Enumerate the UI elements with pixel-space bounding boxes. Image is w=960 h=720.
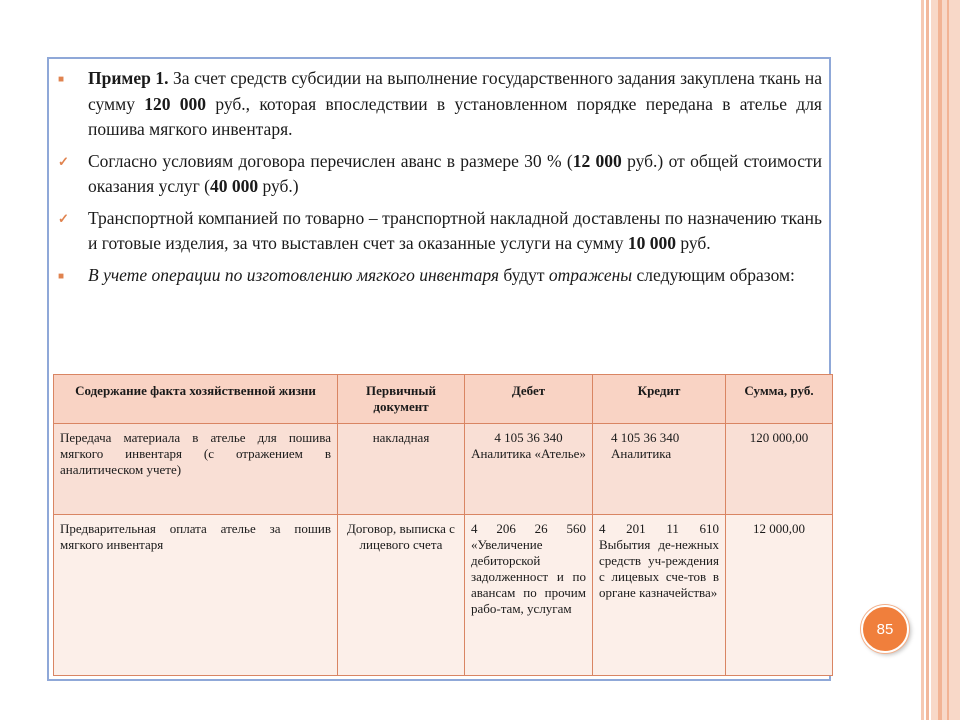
- amount-bold: 12 000: [572, 150, 622, 171]
- bullet-advance-text: Согласно условиям договора перечислен аванс в размере 30 % (: [88, 150, 573, 171]
- cell-credit: 4 201 11 610 Выбытия де-нежных средств уч-реждения с лицевых сче-тов в органе казначейства»: [593, 515, 726, 676]
- amount-bold: 40 000: [209, 176, 259, 196]
- checkmark-bullet-icon: ✓: [58, 153, 69, 169]
- bullet-transport-text: Транспортной компанией по товарно – транспортной накладной доставлены по назначению ткань и готовые изделия, за что выставлен счет за оказанные услуги на сумму: [88, 207, 822, 253]
- cell-document: Договор, выписка с лицевого счета: [338, 515, 465, 676]
- cell-amount: 12 000,00: [726, 515, 833, 676]
- page-number-badge: 85: [861, 605, 909, 653]
- decor-stripe: [947, 0, 949, 720]
- cell-fact: Предварительная оплата ателье за пошив мягкого инвентаря: [54, 515, 338, 676]
- checkmark-bullet-icon: ✓: [58, 210, 69, 226]
- table-row: [54, 424, 833, 515]
- bullet-advance: [58, 149, 822, 200]
- table-row: [54, 515, 833, 676]
- decor-stripe: [926, 0, 929, 720]
- amount-bold: 120 000: [144, 93, 207, 114]
- bullet-transport-text: руб.: [675, 233, 711, 253]
- decor-stripe: [938, 0, 942, 720]
- table-header-row: [54, 375, 833, 424]
- bullet-example-title: Пример 1.: [88, 68, 169, 88]
- bullet-accounting-italic: отражены: [548, 264, 633, 285]
- header-document: Первичный документ: [338, 375, 465, 424]
- header-credit: Кредит: [593, 375, 726, 424]
- bullet-example: [58, 66, 822, 143]
- bullet-accounting-text: следующим образом:: [632, 264, 795, 285]
- bullet-accounting-text: будут: [498, 264, 549, 285]
- header-fact: Содержание факта хозяйственной жизни: [54, 375, 338, 424]
- bullet-accounting: [58, 263, 822, 289]
- cell-credit: 4 105 36 340 Аналитика: [593, 424, 726, 515]
- cell-document: накладная: [338, 424, 465, 515]
- cell-fact: Передача материала в ателье для пошива мягкого инвентаря (с отражением в аналитическом учете): [54, 424, 338, 515]
- bullet-advance-text: руб.) от общей стоимости оказания услуг (: [88, 150, 822, 196]
- accounting-table: [53, 374, 833, 676]
- cell-debit: 4 105 36 340 Аналитика «Ателье»: [465, 424, 593, 515]
- header-debit: Дебет: [465, 375, 593, 424]
- header-amount: Сумма, руб.: [726, 375, 833, 424]
- bullet-transport: [58, 206, 822, 257]
- amount-bold: 10 000: [627, 233, 676, 253]
- bullet-advance-text: руб.): [258, 176, 299, 196]
- text-area: [58, 66, 822, 294]
- bullet-accounting-italic: В учете операции по изготовлению мягкого инвентаря: [88, 264, 499, 285]
- square-bullet-icon: ■: [58, 74, 65, 85]
- decor-stripe: [931, 0, 960, 720]
- cell-debit: 4 206 26 560 «Увеличение дебиторской задолженност и по авансам по прочим рабо-там, услугам: [465, 515, 593, 676]
- decor-stripe: [921, 0, 924, 720]
- bullet-example-text: руб., которая впоследствии в установленном порядке передана в ателье для пошива мягкого инвентаря.: [88, 93, 822, 139]
- square-bullet-icon: ■: [58, 270, 65, 282]
- bullet-example-text: За счет средств субсидии на выполнение государственного задания закуплена ткань на сумму: [88, 68, 822, 114]
- cell-amount: 120 000,00: [726, 424, 833, 515]
